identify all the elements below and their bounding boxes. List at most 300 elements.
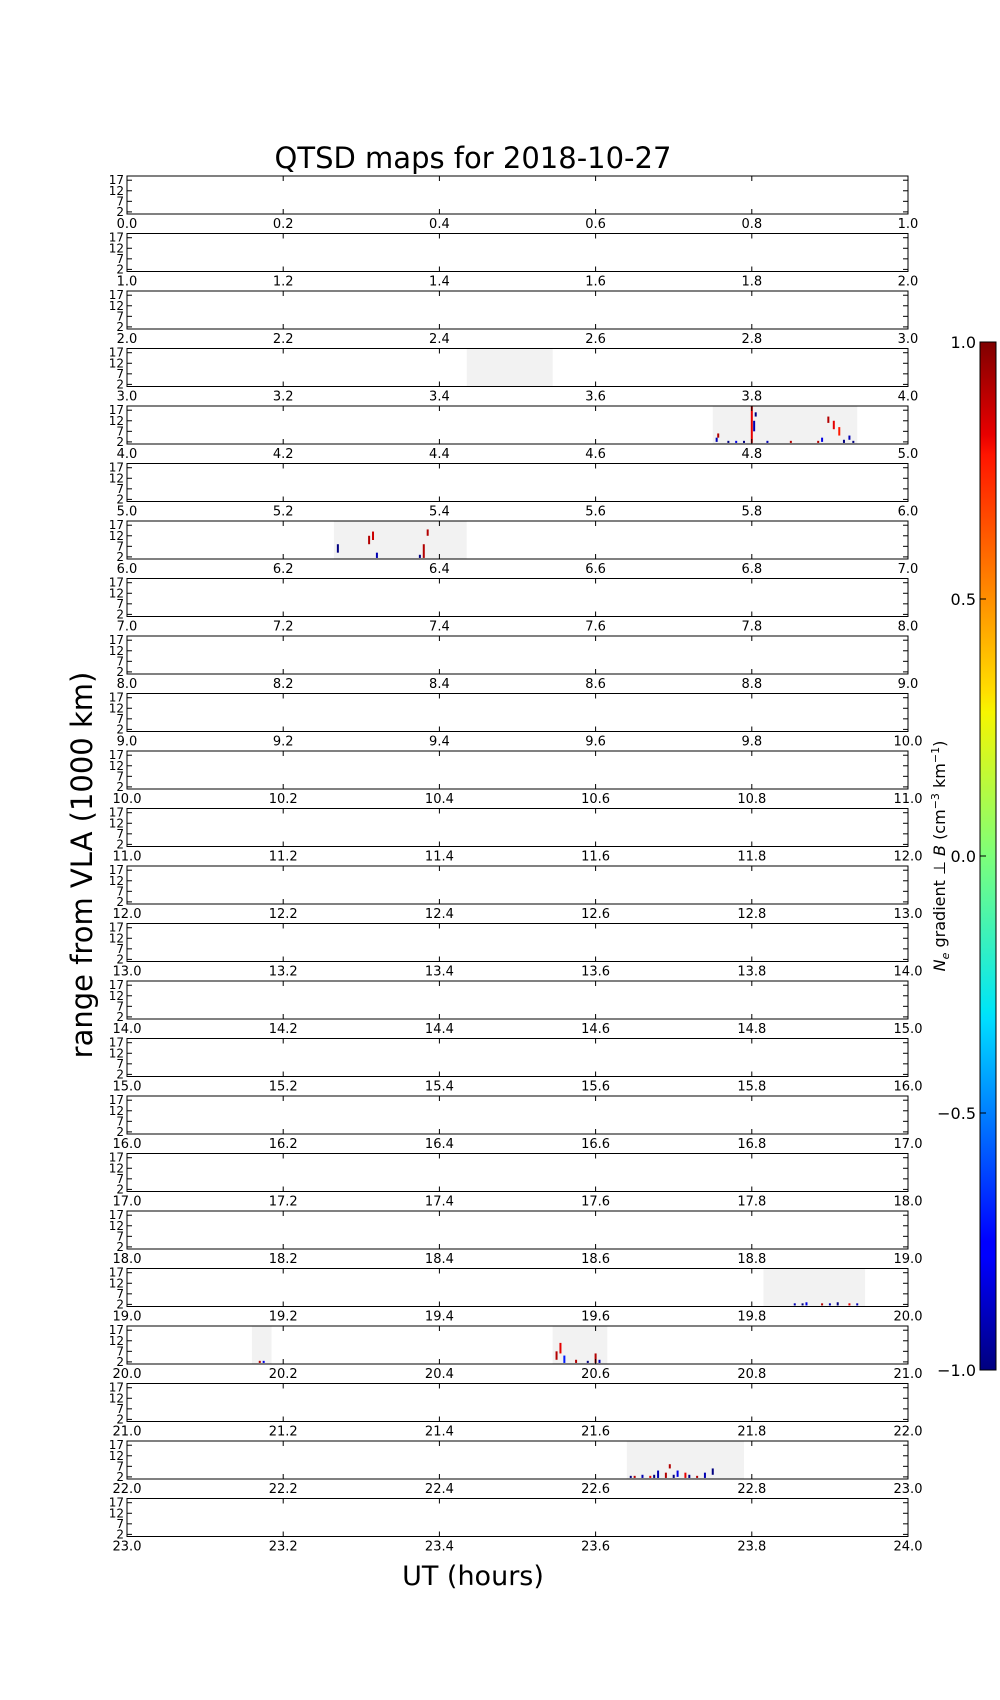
x-tick-label: 11.2 — [268, 849, 298, 865]
x-tick-label: 16.0 — [112, 1137, 142, 1152]
x-tick-label: 6.8 — [741, 562, 763, 577]
y-tick-label: 2 — [116, 607, 124, 622]
x-tick-label: 7.6 — [585, 619, 606, 635]
x-tick-label: 2.6 — [585, 332, 606, 347]
gradient-event — [843, 440, 845, 443]
y-tick-label: 7 — [116, 1401, 124, 1416]
x-tick-label: 5.4 — [429, 504, 450, 520]
y-tick-label: 7 — [116, 1114, 124, 1129]
x-tick-label: 14.2 — [268, 1022, 298, 1037]
gradient-event — [735, 441, 737, 443]
y-tick-label: 17 — [108, 805, 124, 820]
x-tick-label: 12.6 — [581, 907, 611, 922]
x-tick-label: 9.8 — [741, 734, 763, 750]
y-tick-label: 7 — [116, 1056, 124, 1071]
y-tick-label: 12 — [108, 931, 124, 946]
gradient-event — [848, 1303, 850, 1305]
colorbar-tick-label: −1.0 — [937, 1361, 976, 1380]
gradient-event — [556, 1351, 558, 1359]
x-tick-label: 9.6 — [585, 734, 606, 750]
x-tick-label: 0.2 — [272, 217, 294, 232]
gradient-event — [743, 441, 745, 443]
panel-hour-2 — [109, 288, 919, 347]
x-tick-label: 22.4 — [424, 1482, 454, 1497]
x-tick-label: 17.8 — [737, 1194, 767, 1210]
gradient-event — [753, 421, 755, 432]
x-tick-label: 20.4 — [424, 1367, 454, 1382]
x-tick-label: 10.0 — [112, 792, 142, 807]
gradient-event — [848, 436, 850, 440]
gradient-event — [716, 438, 718, 442]
y-tick-label: 17 — [108, 633, 124, 648]
y-tick-label: 7 — [116, 884, 124, 899]
gradient-event — [712, 1468, 714, 1474]
gradient-event — [376, 553, 378, 558]
y-tick-label: 17 — [108, 1438, 124, 1453]
x-tick-label: 10.2 — [268, 792, 298, 807]
x-tick-label: 19.4 — [424, 1309, 454, 1325]
x-tick-label: 9.0 — [116, 734, 138, 750]
y-tick-label: 12 — [108, 1046, 124, 1061]
panel-frame — [127, 809, 908, 847]
x-tick-label: 17.4 — [424, 1194, 454, 1210]
x-tick-label: 7.4 — [429, 619, 450, 635]
y-tick-label: 12 — [108, 1391, 124, 1406]
y-tick-label: 2 — [116, 894, 124, 909]
y-tick-label: 7 — [116, 999, 124, 1014]
x-tick-label: 6.0 — [116, 562, 138, 577]
y-tick-label: 17 — [108, 288, 124, 303]
x-tick-label: 18.6 — [581, 1252, 611, 1267]
panel-hour-3 — [109, 346, 919, 405]
y-tick-label: 17 — [108, 173, 124, 188]
y-tick-label: 2 — [116, 319, 124, 334]
x-tick-label: 5.6 — [585, 504, 606, 520]
y-tick-label: 17 — [108, 1035, 124, 1050]
x-tick-label: 18.0 — [893, 1194, 923, 1210]
x-tick-label: 5.8 — [741, 504, 763, 520]
y-tick-label: 2 — [116, 779, 124, 794]
x-tick-label: 9.0 — [897, 677, 919, 692]
y-tick-label: 2 — [116, 1469, 124, 1484]
x-tick-label: 16.2 — [268, 1137, 298, 1152]
x-tick-label: 15.4 — [424, 1079, 454, 1095]
gradient-event — [337, 544, 339, 552]
panel-hour-15 — [109, 1036, 923, 1095]
y-tick-label: 7 — [116, 711, 124, 726]
panel-frame — [127, 521, 908, 559]
x-tick-label: 21.8 — [737, 1424, 767, 1440]
coverage-region — [713, 406, 857, 444]
x-tick-label: 12.8 — [737, 907, 767, 922]
colorbar-tick-label: −0.5 — [937, 1104, 976, 1123]
gradient-event — [634, 1476, 636, 1478]
gradient-event — [423, 544, 425, 558]
y-tick-label: 7 — [116, 1516, 124, 1531]
x-tick-label: 22.2 — [268, 1482, 298, 1497]
x-tick-label: 1.8 — [741, 274, 763, 290]
gradient-event — [653, 1475, 655, 1478]
x-tick-label: 15.6 — [581, 1079, 611, 1095]
x-tick-label: 23.8 — [737, 1539, 767, 1555]
coverage-region — [764, 1269, 866, 1307]
x-tick-label: 3.6 — [585, 389, 606, 405]
y-tick-label: 17 — [108, 1265, 124, 1280]
y-tick-label: 12 — [108, 758, 124, 773]
x-tick-label: 19.0 — [112, 1309, 142, 1325]
panel-frame — [127, 1096, 908, 1134]
panel-frame — [127, 1154, 908, 1192]
x-tick-label: 22.6 — [581, 1482, 611, 1497]
y-tick-label: 12 — [108, 1161, 124, 1176]
x-tick-label: 4.2 — [272, 447, 294, 462]
y-tick-label: 12 — [108, 413, 124, 428]
y-tick-label: 7 — [116, 596, 124, 611]
gradient-event — [821, 1303, 823, 1305]
gradient-event — [717, 433, 719, 437]
gradient-event — [641, 1475, 643, 1478]
gradient-event — [599, 1360, 601, 1363]
y-tick-label: 17 — [108, 978, 124, 993]
x-tick-label: 19.2 — [268, 1309, 298, 1325]
panel-hour-4 — [109, 403, 919, 462]
panel-frame — [127, 1039, 908, 1077]
panel-frame — [127, 866, 908, 904]
panel-hour-9 — [109, 691, 923, 750]
y-tick-label: 12 — [108, 298, 124, 313]
panel-hour-23 — [109, 1496, 923, 1555]
x-tick-label: 10.6 — [581, 792, 611, 807]
y-tick-label: 2 — [116, 1239, 124, 1254]
y-tick-label: 17 — [108, 1093, 124, 1108]
y-tick-label: 7 — [116, 366, 124, 381]
panel-frame — [127, 1499, 908, 1537]
y-tick-label: 7 — [116, 1459, 124, 1474]
x-tick-label: 1.0 — [116, 274, 138, 290]
y-tick-label: 12 — [108, 241, 124, 256]
y-tick-label: 12 — [108, 816, 124, 831]
gradient-event — [669, 1464, 671, 1468]
panel-hour-7 — [109, 576, 919, 635]
y-tick-label: 17 — [108, 518, 124, 533]
y-tick-label: 2 — [116, 1412, 124, 1427]
gradient-event — [827, 417, 829, 423]
x-tick-label: 20.8 — [737, 1367, 767, 1382]
x-tick-label: 18.0 — [112, 1252, 142, 1267]
panel-hour-11 — [109, 806, 923, 865]
y-tick-label: 7 — [116, 194, 124, 209]
x-tick-label: 10.0 — [893, 734, 923, 750]
x-tick-label: 3.0 — [897, 332, 919, 347]
x-tick-label: 20.2 — [268, 1367, 298, 1382]
x-tick-label: 13.8 — [737, 964, 767, 980]
y-tick-label: 12 — [108, 1506, 124, 1521]
x-tick-label: 1.0 — [897, 217, 919, 232]
gradient-event — [657, 1471, 659, 1478]
panel-hour-13 — [109, 921, 923, 980]
y-tick-label: 2 — [116, 377, 124, 392]
panel-hour-12 — [109, 863, 923, 922]
x-tick-label: 10.8 — [737, 792, 767, 807]
x-tick-label: 20.0 — [893, 1309, 923, 1325]
gradient-event — [790, 441, 792, 443]
gradient-event — [372, 532, 374, 540]
y-tick-label: 2 — [116, 722, 124, 737]
x-tick-label: 23.2 — [268, 1539, 298, 1555]
x-tick-label: 22.8 — [737, 1482, 767, 1497]
x-tick-label: 7.0 — [116, 619, 138, 635]
panel-frame — [127, 1211, 908, 1249]
x-tick-label: 8.6 — [585, 677, 606, 692]
x-tick-label: 3.4 — [429, 389, 450, 405]
x-tick-label: 15.2 — [268, 1079, 298, 1095]
x-tick-label: 18.2 — [268, 1252, 298, 1267]
x-tick-label: 13.4 — [424, 964, 454, 980]
x-tick-label: 23.6 — [581, 1539, 611, 1555]
y-tick-label: 17 — [108, 460, 124, 475]
y-tick-label: 2 — [116, 262, 124, 277]
x-tick-label: 0.6 — [585, 217, 606, 232]
gradient-event — [727, 441, 729, 443]
gradient-event — [688, 1475, 690, 1478]
x-tick-label: 21.4 — [424, 1424, 454, 1440]
x-tick-label: 23.0 — [893, 1482, 923, 1497]
panel-hour-17 — [109, 1151, 923, 1210]
x-tick-label: 0.0 — [116, 217, 138, 232]
x-tick-label: 7.8 — [741, 619, 763, 635]
y-tick-label: 2 — [116, 492, 124, 507]
y-tick-label: 17 — [108, 690, 124, 705]
panel-hour-10 — [109, 748, 923, 807]
x-tick-label: 13.0 — [112, 964, 142, 980]
y-tick-label: 17 — [108, 863, 124, 878]
x-tick-label: 8.0 — [897, 619, 919, 635]
gradient-event — [587, 1361, 589, 1363]
y-tick-label: 2 — [116, 1527, 124, 1542]
panel-frame — [127, 1384, 908, 1422]
y-tick-label: 17 — [108, 748, 124, 763]
panel-frame — [127, 694, 908, 732]
gradient-event — [755, 412, 757, 416]
y-tick-label: 17 — [108, 1150, 124, 1165]
x-tick-label: 6.4 — [429, 562, 450, 577]
x-tick-label: 11.0 — [893, 792, 923, 807]
y-tick-label: 12 — [108, 1333, 124, 1348]
x-tick-label: 4.8 — [741, 447, 763, 462]
gradient-event — [630, 1476, 632, 1478]
x-tick-label: 1.2 — [272, 274, 294, 290]
gradient-event — [794, 1303, 796, 1305]
y-tick-label: 12 — [108, 183, 124, 198]
x-tick-label: 3.2 — [272, 389, 294, 405]
panel-frame — [127, 579, 908, 617]
y-tick-label: 7 — [116, 539, 124, 554]
y-tick-label: 7 — [116, 424, 124, 439]
x-tick-label: 5.2 — [272, 504, 294, 520]
x-tick-label: 13.6 — [581, 964, 611, 980]
y-tick-label: 12 — [108, 356, 124, 371]
gradient-event — [802, 1303, 804, 1305]
panel-hour-18 — [109, 1208, 923, 1267]
colorbar — [929, 333, 996, 1380]
y-tick-label: 12 — [108, 988, 124, 1003]
x-tick-label: 8.8 — [741, 677, 763, 692]
x-tick-label: 21.2 — [268, 1424, 298, 1440]
gradient-event — [805, 1302, 807, 1305]
y-tick-label: 17 — [108, 1495, 124, 1510]
x-tick-label: 17.0 — [893, 1137, 923, 1152]
gradient-event — [684, 1473, 686, 1478]
x-tick-label: 16.8 — [737, 1137, 767, 1152]
x-tick-label: 6.6 — [585, 562, 606, 577]
y-tick-label: 7 — [116, 1286, 124, 1301]
y-tick-label: 17 — [108, 345, 124, 360]
y-tick-label: 12 — [108, 586, 124, 601]
x-tick-label: 17.2 — [268, 1194, 298, 1210]
x-tick-label: 11.0 — [112, 849, 142, 865]
y-tick-label: 2 — [116, 952, 124, 967]
y-tick-label: 7 — [116, 1229, 124, 1244]
x-tick-label: 0.4 — [429, 217, 450, 232]
y-tick-label: 2 — [116, 434, 124, 449]
x-tick-label: 20.6 — [581, 1367, 611, 1382]
gradient-event — [649, 1476, 651, 1478]
coverage-region — [467, 349, 553, 387]
colorbar-tick-label: 0.0 — [950, 847, 976, 866]
y-tick-label: 2 — [116, 1124, 124, 1139]
panel-frame — [127, 1326, 908, 1364]
gradient-event — [837, 1302, 839, 1305]
y-tick-label: 7 — [116, 941, 124, 956]
panel-frame — [127, 636, 908, 674]
panel-hour-6 — [109, 518, 919, 577]
y-tick-label: 12 — [108, 1448, 124, 1463]
x-tick-label: 3.0 — [116, 389, 138, 405]
x-tick-label: 2.4 — [429, 332, 450, 347]
gradient-event — [838, 427, 840, 435]
y-tick-label: 7 — [116, 251, 124, 266]
x-tick-label: 5.0 — [897, 447, 919, 462]
panel-frame — [127, 176, 908, 214]
y-tick-label: 2 — [116, 1297, 124, 1312]
x-tick-label: 6.0 — [897, 504, 919, 520]
x-tick-label: 23.4 — [424, 1539, 454, 1555]
x-tick-label: 21.6 — [581, 1424, 611, 1440]
y-tick-label: 2 — [116, 1067, 124, 1082]
x-tick-label: 14.4 — [424, 1022, 454, 1037]
y-tick-label: 12 — [108, 701, 124, 716]
panel-frame — [127, 234, 908, 272]
x-tick-label: 23.0 — [112, 1539, 142, 1555]
gradient-event — [829, 1303, 831, 1305]
gradient-event — [427, 529, 429, 535]
gradient-event — [833, 421, 835, 429]
panel-hour-22 — [109, 1438, 923, 1497]
y-tick-label: 17 — [108, 1208, 124, 1223]
panel-frame — [127, 924, 908, 962]
y-tick-label: 12 — [108, 1103, 124, 1118]
y-tick-label: 7 — [116, 1171, 124, 1186]
panel-frame — [127, 981, 908, 1019]
gradient-event — [665, 1473, 667, 1478]
panel-hour-14 — [109, 978, 923, 1037]
y-tick-label: 12 — [108, 528, 124, 543]
y-tick-label: 7 — [116, 769, 124, 784]
y-tick-label: 7 — [116, 1344, 124, 1359]
x-axis-label: UT (hours) — [402, 1561, 544, 1592]
x-tick-label: 8.2 — [272, 677, 294, 692]
x-tick-label: 22.0 — [112, 1482, 142, 1497]
x-tick-label: 12.0 — [893, 849, 923, 865]
x-tick-label: 6.2 — [272, 562, 294, 577]
panel-frame — [127, 1441, 908, 1479]
gradient-event — [559, 1343, 561, 1354]
panel-hour-0 — [109, 173, 919, 232]
x-tick-label: 20.0 — [112, 1367, 142, 1382]
gradient-event — [563, 1356, 565, 1363]
x-tick-label: 7.0 — [897, 562, 919, 577]
x-tick-label: 22.0 — [893, 1424, 923, 1440]
x-tick-label: 14.8 — [737, 1022, 767, 1037]
x-tick-label: 24.0 — [893, 1539, 923, 1555]
x-tick-label: 4.6 — [585, 447, 606, 462]
gradient-event — [821, 438, 823, 442]
y-tick-label: 12 — [108, 1218, 124, 1233]
panel-hour-8 — [109, 633, 919, 692]
panel-hour-20 — [109, 1323, 923, 1382]
x-tick-label: 17.6 — [581, 1194, 611, 1210]
y-tick-label: 7 — [116, 654, 124, 669]
x-tick-label: 19.8 — [737, 1309, 767, 1325]
y-tick-label: 12 — [108, 873, 124, 888]
x-tick-label: 4.4 — [429, 447, 450, 462]
panel-frame — [127, 291, 908, 329]
x-tick-label: 1.6 — [585, 274, 606, 290]
chart-title: QTSD maps for 2018-10-27 — [274, 141, 672, 175]
x-tick-label: 12.4 — [424, 907, 454, 922]
coverage-region — [252, 1326, 272, 1364]
panel-hour-16 — [109, 1093, 923, 1152]
x-tick-label: 10.4 — [424, 792, 454, 807]
x-tick-label: 5.0 — [116, 504, 138, 520]
x-tick-label: 16.6 — [581, 1137, 611, 1152]
gradient-event — [696, 1476, 698, 1478]
x-tick-label: 3.8 — [741, 389, 763, 405]
y-tick-label: 17 — [108, 575, 124, 590]
x-tick-label: 16.4 — [424, 1137, 454, 1152]
x-tick-label: 9.2 — [272, 734, 294, 750]
x-tick-label: 21.0 — [112, 1424, 142, 1440]
x-tick-label: 13.0 — [893, 907, 923, 922]
y-tick-label: 2 — [116, 1182, 124, 1197]
panel-hour-1 — [109, 231, 919, 290]
gradient-event — [751, 406, 753, 443]
x-tick-label: 4.0 — [116, 447, 138, 462]
x-tick-label: 14.0 — [112, 1022, 142, 1037]
x-tick-label: 11.4 — [424, 849, 454, 865]
y-tick-label: 7 — [116, 826, 124, 841]
y-tick-label: 17 — [108, 230, 124, 245]
panel-stack — [109, 173, 923, 1554]
gradient-event — [419, 555, 421, 558]
y-tick-label: 2 — [116, 549, 124, 564]
y-tick-label: 17 — [108, 1380, 124, 1395]
gradient-event — [817, 441, 819, 443]
panel-hour-21 — [109, 1381, 923, 1440]
x-tick-label: 16.0 — [893, 1079, 923, 1095]
gradient-event — [673, 1475, 675, 1478]
x-tick-label: 8.0 — [116, 677, 138, 692]
